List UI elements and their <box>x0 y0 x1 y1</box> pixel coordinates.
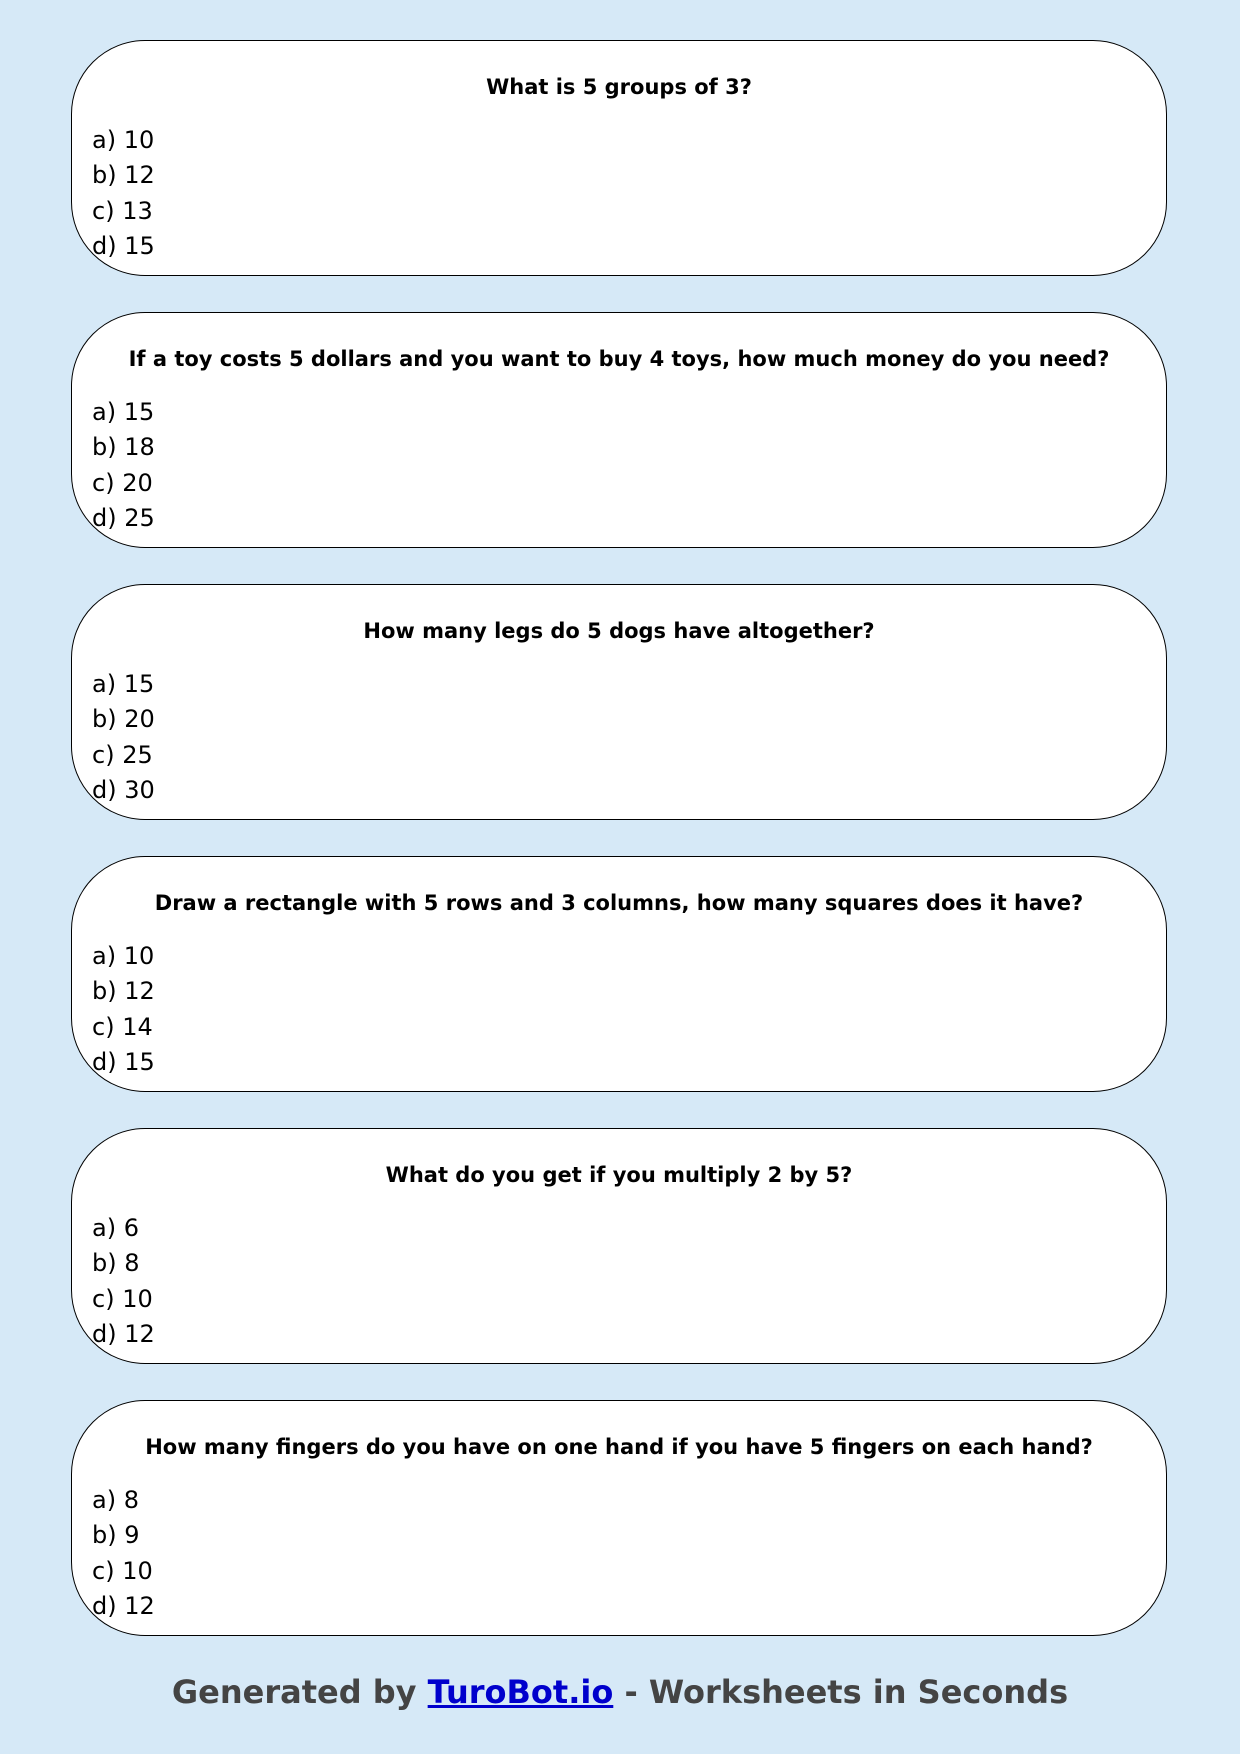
answer-options <box>92 123 155 265</box>
answer-option: d) 15 <box>92 1048 155 1077</box>
answer-option: b) 18 <box>92 433 155 462</box>
footer-prefix: Generated by <box>171 1673 428 1711</box>
answer-options <box>92 1483 155 1625</box>
question-card-1 <box>71 40 1167 276</box>
answer-option: a) 15 <box>92 670 155 698</box>
answer-option: b) 20 <box>92 705 155 734</box>
question-text: How many fingers do you have on one hand if you have 5 fingers on each hand? <box>145 1435 1093 1459</box>
answer-option: b) 12 <box>92 161 155 190</box>
answer-option: a) 15 <box>92 398 155 426</box>
question-text: What do you get if you multiply 2 by 5? <box>385 1163 853 1187</box>
answer-option: c) 20 <box>92 468 153 497</box>
answer-options <box>92 939 155 1081</box>
question-card-3 <box>71 584 1167 820</box>
answer-options <box>92 667 155 809</box>
footer-suffix: - Worksheets in Seconds <box>613 1673 1069 1711</box>
answer-option: c) 25 <box>92 740 153 769</box>
answer-option: c) 13 <box>92 196 153 225</box>
turobot-link[interactable]: TuroBot.io <box>427 1673 614 1711</box>
answer-option: a) 8 <box>92 1486 139 1514</box>
question-card-5 <box>71 1128 1167 1364</box>
answer-option: d) 15 <box>92 232 155 261</box>
question-card-2 <box>71 312 1167 548</box>
answer-option: a) 10 <box>92 942 155 970</box>
answer-option: a) 6 <box>92 1214 139 1242</box>
answer-options <box>92 395 155 537</box>
answer-option: d) 30 <box>92 776 155 805</box>
answer-options <box>92 1211 155 1353</box>
question-text: Draw a rectangle with 5 rows and 3 columns, how many squares does it have? <box>154 891 1084 915</box>
answer-option: c) 10 <box>92 1284 153 1313</box>
answer-option: d) 12 <box>92 1592 155 1621</box>
question-text: What is 5 groups of 3? <box>486 75 752 99</box>
answer-option: b) 12 <box>92 977 155 1006</box>
answer-option: c) 10 <box>92 1556 153 1585</box>
answer-option: c) 14 <box>92 1012 153 1041</box>
answer-option: a) 10 <box>92 126 155 154</box>
answer-option: d) 25 <box>92 504 155 533</box>
question-card-6 <box>71 1400 1167 1636</box>
answer-option: b) 8 <box>92 1249 140 1278</box>
answer-option: b) 9 <box>92 1521 140 1550</box>
footer <box>0 1672 1240 1712</box>
answer-option: d) 12 <box>92 1320 155 1349</box>
question-text: If a toy costs 5 dollars and you want to buy 4 toys, how much money do you need? <box>128 347 1110 371</box>
question-text: How many legs do 5 dogs have altogether? <box>363 619 875 643</box>
question-card-4 <box>71 856 1167 1092</box>
